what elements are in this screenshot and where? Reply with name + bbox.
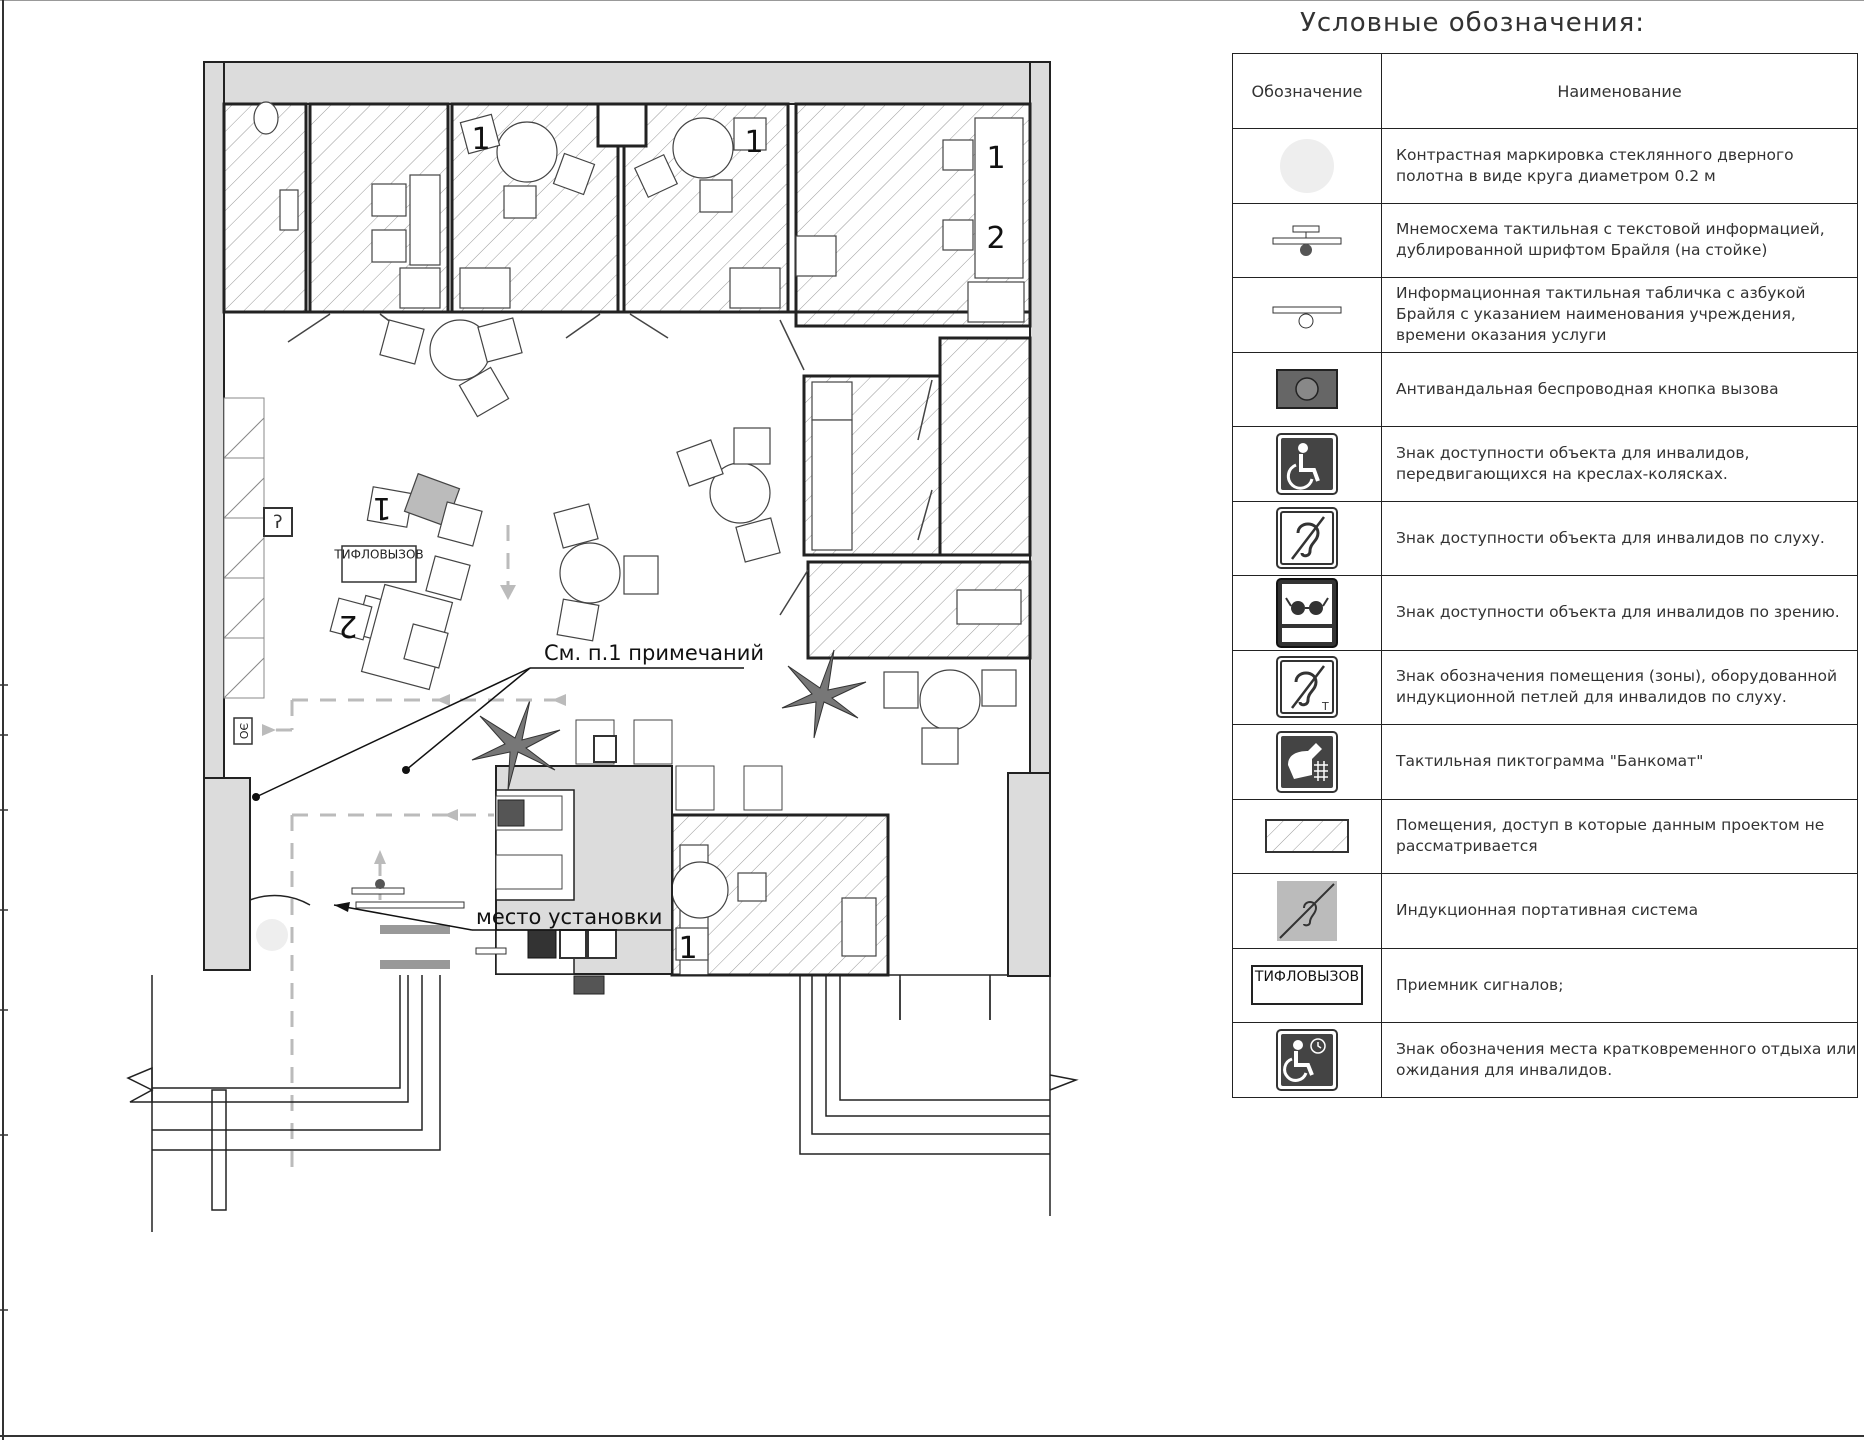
call-button-icon bbox=[1276, 369, 1338, 409]
tactile-sign-icon bbox=[1267, 295, 1347, 335]
legend-table bbox=[1232, 53, 1858, 1098]
legend-text: Тактильная пиктограмма "Банкомат" bbox=[1382, 725, 1858, 800]
legend-header-row bbox=[1233, 54, 1858, 129]
legend-text: Знак доступности объекта для инвалидов по зрению. bbox=[1382, 576, 1858, 651]
legend-row bbox=[1233, 725, 1858, 800]
svg-text:T: T bbox=[1322, 700, 1329, 714]
legend-text: Контрастная маркировка стеклянного дверного полотна в виде круга диаметром 0.2 м bbox=[1382, 129, 1858, 204]
room-number: 1 bbox=[678, 931, 698, 966]
signal-receiver-icon: ТИФЛОВЫЗОВ bbox=[1251, 965, 1363, 1005]
legend-row bbox=[1233, 1023, 1858, 1098]
tactile-mnemonic-stand-icon bbox=[352, 879, 464, 908]
legend-row bbox=[1233, 874, 1858, 949]
svg-text:См. п.1 примечаний: См. п.1 примечаний bbox=[544, 641, 765, 665]
legend-text: Знак обозначения помещения (зоны), оборудованной индукционной петлей для инвалидов по слуху. bbox=[1382, 650, 1858, 725]
room-number: 1 bbox=[744, 125, 764, 160]
legend-text: Помещения, доступ в которые данным проектом не рассматривается bbox=[1382, 799, 1858, 874]
legend-text: Антивандальная беспроводная кнопка вызова bbox=[1382, 352, 1858, 427]
legend-row bbox=[1233, 650, 1858, 725]
shaft bbox=[598, 104, 646, 146]
legend-row bbox=[1233, 129, 1858, 204]
room-number: 2 bbox=[986, 221, 1006, 256]
hearing-impaired-icon bbox=[1276, 507, 1338, 569]
legend-row bbox=[1233, 948, 1858, 1023]
hatched-area-icon bbox=[1265, 819, 1349, 853]
legend-text: Знак доступности объекта для инвалидов, передвигающихся на креслах-колясках. bbox=[1382, 427, 1858, 502]
legend-row bbox=[1233, 203, 1858, 278]
tactile-sign-icon bbox=[476, 948, 506, 954]
legend-row bbox=[1233, 501, 1858, 576]
room-number: 1 bbox=[471, 122, 491, 157]
eo-box bbox=[234, 718, 252, 744]
legend-text: Знак обозначения места кратковременного отдыха или ожидания для инвалидов. bbox=[1382, 1023, 1858, 1098]
legend-text: Мнемосхема тактильная с текстовой информацией, дублированной шрифтом Брайля (на стойке) bbox=[1382, 203, 1858, 278]
svg-text:ʔ: ʔ bbox=[273, 512, 283, 533]
portable-induction-icon bbox=[1276, 880, 1338, 942]
legend-row bbox=[1233, 352, 1858, 427]
tactile-stripes bbox=[380, 925, 450, 969]
glass-marking-circle-icon bbox=[256, 919, 288, 951]
rest-place-icon bbox=[1276, 1029, 1338, 1091]
legend-title: Условные обозначения: bbox=[1300, 8, 1646, 38]
svg-text:место установки: место установки bbox=[476, 905, 663, 929]
vision-impaired-icon bbox=[1276, 578, 1338, 648]
legend-row bbox=[1233, 427, 1858, 502]
legend-text: Знак доступности объекта для инвалидов по слуху. bbox=[1382, 501, 1858, 576]
legend-header-name: Наименование bbox=[1382, 54, 1858, 129]
legend-text: Информационная тактильная табличка с азбукой Брайля с указанием наименования учреждения, времени оказания услуги bbox=[1382, 278, 1858, 353]
legend-row bbox=[1233, 576, 1858, 651]
wheelchair-icon bbox=[1276, 433, 1338, 495]
receiver-label: ТИФЛОВЫЗОВ bbox=[334, 547, 424, 562]
tactile-mnemonic-stand-icon bbox=[1267, 220, 1347, 260]
legend-text: Приемник сигналов; bbox=[1382, 948, 1858, 1023]
glass-marking-circle-icon bbox=[1277, 136, 1337, 196]
room-number: 2 bbox=[338, 608, 358, 643]
svg-text:ЭО: ЭО bbox=[237, 722, 250, 740]
legend-header-symbol: Обозначение bbox=[1233, 54, 1382, 129]
induction-loop-icon bbox=[1276, 656, 1338, 718]
room-number: 1 bbox=[372, 490, 392, 525]
atm-pictogram-icon bbox=[1276, 731, 1338, 793]
legend-row bbox=[1233, 799, 1858, 874]
room-number: 1 bbox=[986, 141, 1006, 176]
legend-row bbox=[1233, 278, 1858, 353]
legend-text: Индукционная портативная система bbox=[1382, 874, 1858, 949]
